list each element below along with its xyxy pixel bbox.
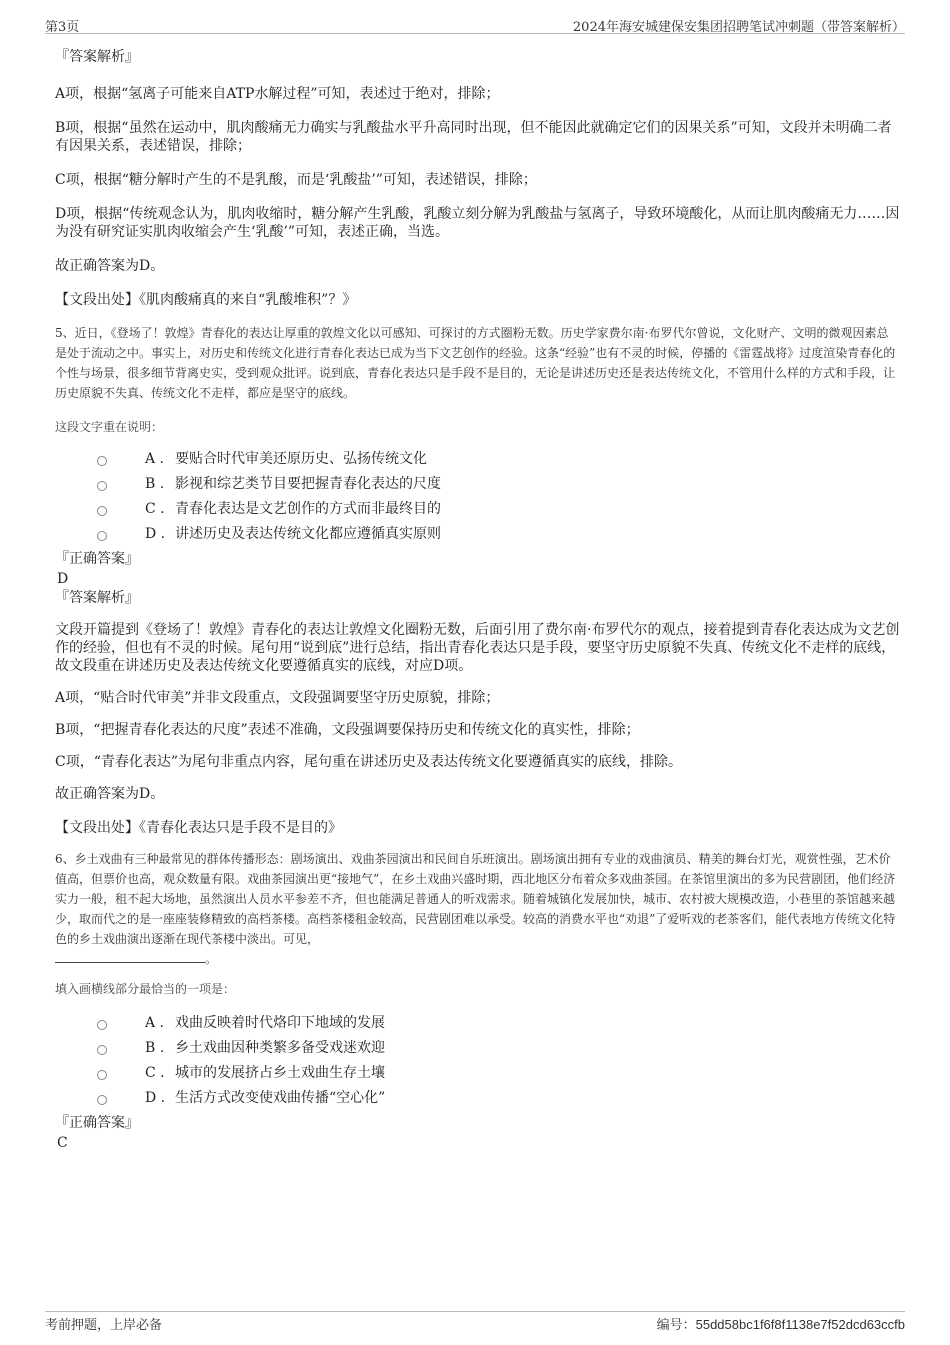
radio-icon[interactable] xyxy=(97,531,107,541)
q5-analysis-c: C项，“青春化表达”为尾句非重点内容，尾句重在讲述历史及表达传统文化要遵循真实的底线，排除。 xyxy=(55,754,683,770)
q5-stem: 这段文字重在说明： xyxy=(55,420,164,434)
radio-icon[interactable] xyxy=(97,1095,107,1105)
code-label: 编号： xyxy=(656,1318,696,1333)
q4-analysis-c: C项，根据“糖分解时产生的不是乳酸，而是‘乳酸盐’”可知，表述错误，排除； xyxy=(55,172,537,188)
q5-source: 【文段出处】《青春化表达只是手段不是目的》 xyxy=(55,820,342,836)
document-code xyxy=(657,1314,905,1333)
q4-analysis-d: D项，根据“传统观念认为，肌肉收缩时，糖分解产生乳酸，乳酸立刻分解为乳酸盐与氢离子，导致环境酸化，从而让肌肉酸痛无力……因为没有研究证实肌肉收缩会产生‘乳酸’”可知，表述正确，当选。 xyxy=(55,206,900,240)
radio-icon[interactable] xyxy=(97,506,107,516)
fill-blank-line xyxy=(55,951,205,963)
page-header xyxy=(45,14,905,34)
radio-icon[interactable] xyxy=(97,456,107,466)
q5-options xyxy=(55,449,900,549)
q5-option-b[interactable]: B . 影视和综艺类节目要把握青春化表达的尺度 xyxy=(55,474,900,499)
q4-analysis-label: 『答案解析』 xyxy=(55,49,139,65)
radio-icon[interactable] xyxy=(97,1020,107,1030)
q6-options xyxy=(55,1013,900,1113)
q4-final-answer: 故正确答案为D。 xyxy=(55,258,165,274)
q4-source: 【文段出处】《肌肉酸痛真的来自“乳酸堆积”？》 xyxy=(55,292,357,308)
radio-icon[interactable] xyxy=(97,1070,107,1080)
q6-option-a[interactable]: A . 戏曲反映着时代烙印下地域的发展 xyxy=(55,1013,900,1038)
footer-slogan: 考前押题，上岸必备 xyxy=(45,1318,163,1333)
q4-analysis-a: A项，根据“氢离子可能来自ATP水解过程”可知，表述过于绝对，排除； xyxy=(55,86,500,102)
q5-option-a[interactable]: A . 要贴合时代审美还原历史、弘扬传统文化 xyxy=(55,449,900,474)
q6-option-d[interactable]: D . 生活方式改变使戏曲传播“空心化” xyxy=(55,1088,900,1113)
q6-answer-label: 『正确答案』 xyxy=(55,1115,139,1131)
q5-final-answer: 故正确答案为D。 xyxy=(55,786,165,802)
q5-option-c[interactable]: C . 青春化表达是文艺创作的方式而非最终目的 xyxy=(55,499,900,524)
document-body xyxy=(55,44,900,1152)
document-title: 2024年海安城建保安集团招聘笔试冲刺题（带答案解析） xyxy=(572,20,905,35)
q5-analysis: 文段开篇提到《登场了！敦煌》青春化的表达让敦煌文化圈粉无数，后面引用了费尔南·布罗代尔的观点，接着提到青春化表达成为文艺创作的经验，但也有不灵的时候。尾句用“说到底”进行总结，指出青春化表达只是手段，要坚守历史原貌不失真、传统文化不走样的底线，故文段重在讲述历史及表达传统文化要遵循真实的底线，对应D项。 xyxy=(55,622,900,674)
q6-question-body: 6、乡土戏曲有三种最常见的群体传播形态：剧场演出、戏曲茶园演出和民间自乐班演出。剧场演出拥有专业的戏曲演员、精美的舞台灯光，观赏性强，艺术价值高，但票价也高，观众数量有限。戏曲茶园演出更“接地气”，在乡土戏曲兴盛时期，西北地区分布着众多戏曲茶园。在茶馆里演出的多为民营剧团，他们经济实力一般，租不起大场地，虽然演出人员水平参差不齐，但也能满足普通人的听戏需求。随着城镇化发展加快，城市、农村被大规模改造，小巷里的茶馆越来越少，取而代之的是一座座装修精致的高档茶楼。高档茶楼租金较高，民营剧团难以承受。较高的消费水平也“劝退”了爱听戏的老茶客们，能代表地方传统文化特色的乡土戏曲演出逐渐在现代茶楼中淡出。可见， xyxy=(55,852,896,946)
q5-option-d[interactable]: D . 讲述历史及表达传统文化都应遵循真实原则 xyxy=(55,524,900,549)
q6-question-text xyxy=(55,849,900,969)
q5-analysis-a: A项，“贴合时代审美”并非文段重点，文段强调要坚守历史原貌，排除； xyxy=(55,690,500,706)
q6-stem: 填入画横线部分最恰当的一项是： xyxy=(55,982,236,996)
code-value: 55dd58bc1f6f8f1138e7f52dcd63ccfb xyxy=(695,1317,905,1332)
q6-blank-tail: 。 xyxy=(205,952,218,966)
q5-question-text: 5、近日，《登场了！敦煌》青春化的表达让厚重的敦煌文化以可感知、可探讨的方式圈粉无数。历史学家费尔南·布罗代尔曾说，文化财产、文明的微观因素总是处于流动之中。事实上，对历史和传统文化进行青春化表达已成为当下文艺创作的经验。这条“经验”也有不灵的时候，停播的《雷霆战将》过度渲染青春化的个性与场景，很多细节背离史实，受到观众批评。说到底，青春化表达只是手段不是目的，无论是讲述历史还是表达传统文化，不管用什么样的方式和手段，让历史原貌不失真、传统文化不走样，都应是坚守的底线。 xyxy=(55,326,896,400)
radio-icon[interactable] xyxy=(97,481,107,491)
q6-answer: C xyxy=(57,1135,68,1151)
q6-option-b[interactable]: B . 乡土戏曲因种类繁多备受戏迷欢迎 xyxy=(55,1038,900,1063)
page-footer xyxy=(45,1311,905,1331)
page-number: 第3页 xyxy=(45,20,80,35)
radio-icon[interactable] xyxy=(97,1045,107,1055)
q5-answer-label: 『正确答案』 xyxy=(55,551,139,567)
q4-analysis-b: B项，根据“虽然在运动中，肌肉酸痛无力确实与乳酸盐水平升高同时出现，但不能因此就确定它们的因果关系”可知，文段并未明确二者有因果关系，表述错误，排除； xyxy=(55,120,892,154)
q5-answer: D xyxy=(57,571,69,587)
q6-option-c[interactable]: C . 城市的发展挤占乡土戏曲生存土壤 xyxy=(55,1063,900,1088)
q5-analysis-b: B项，“把握青春化表达的尺度”表述不准确，文段强调要保持历史和传统文化的真实性，排除； xyxy=(55,722,640,738)
q5-analysis-label: 『答案解析』 xyxy=(55,590,139,606)
